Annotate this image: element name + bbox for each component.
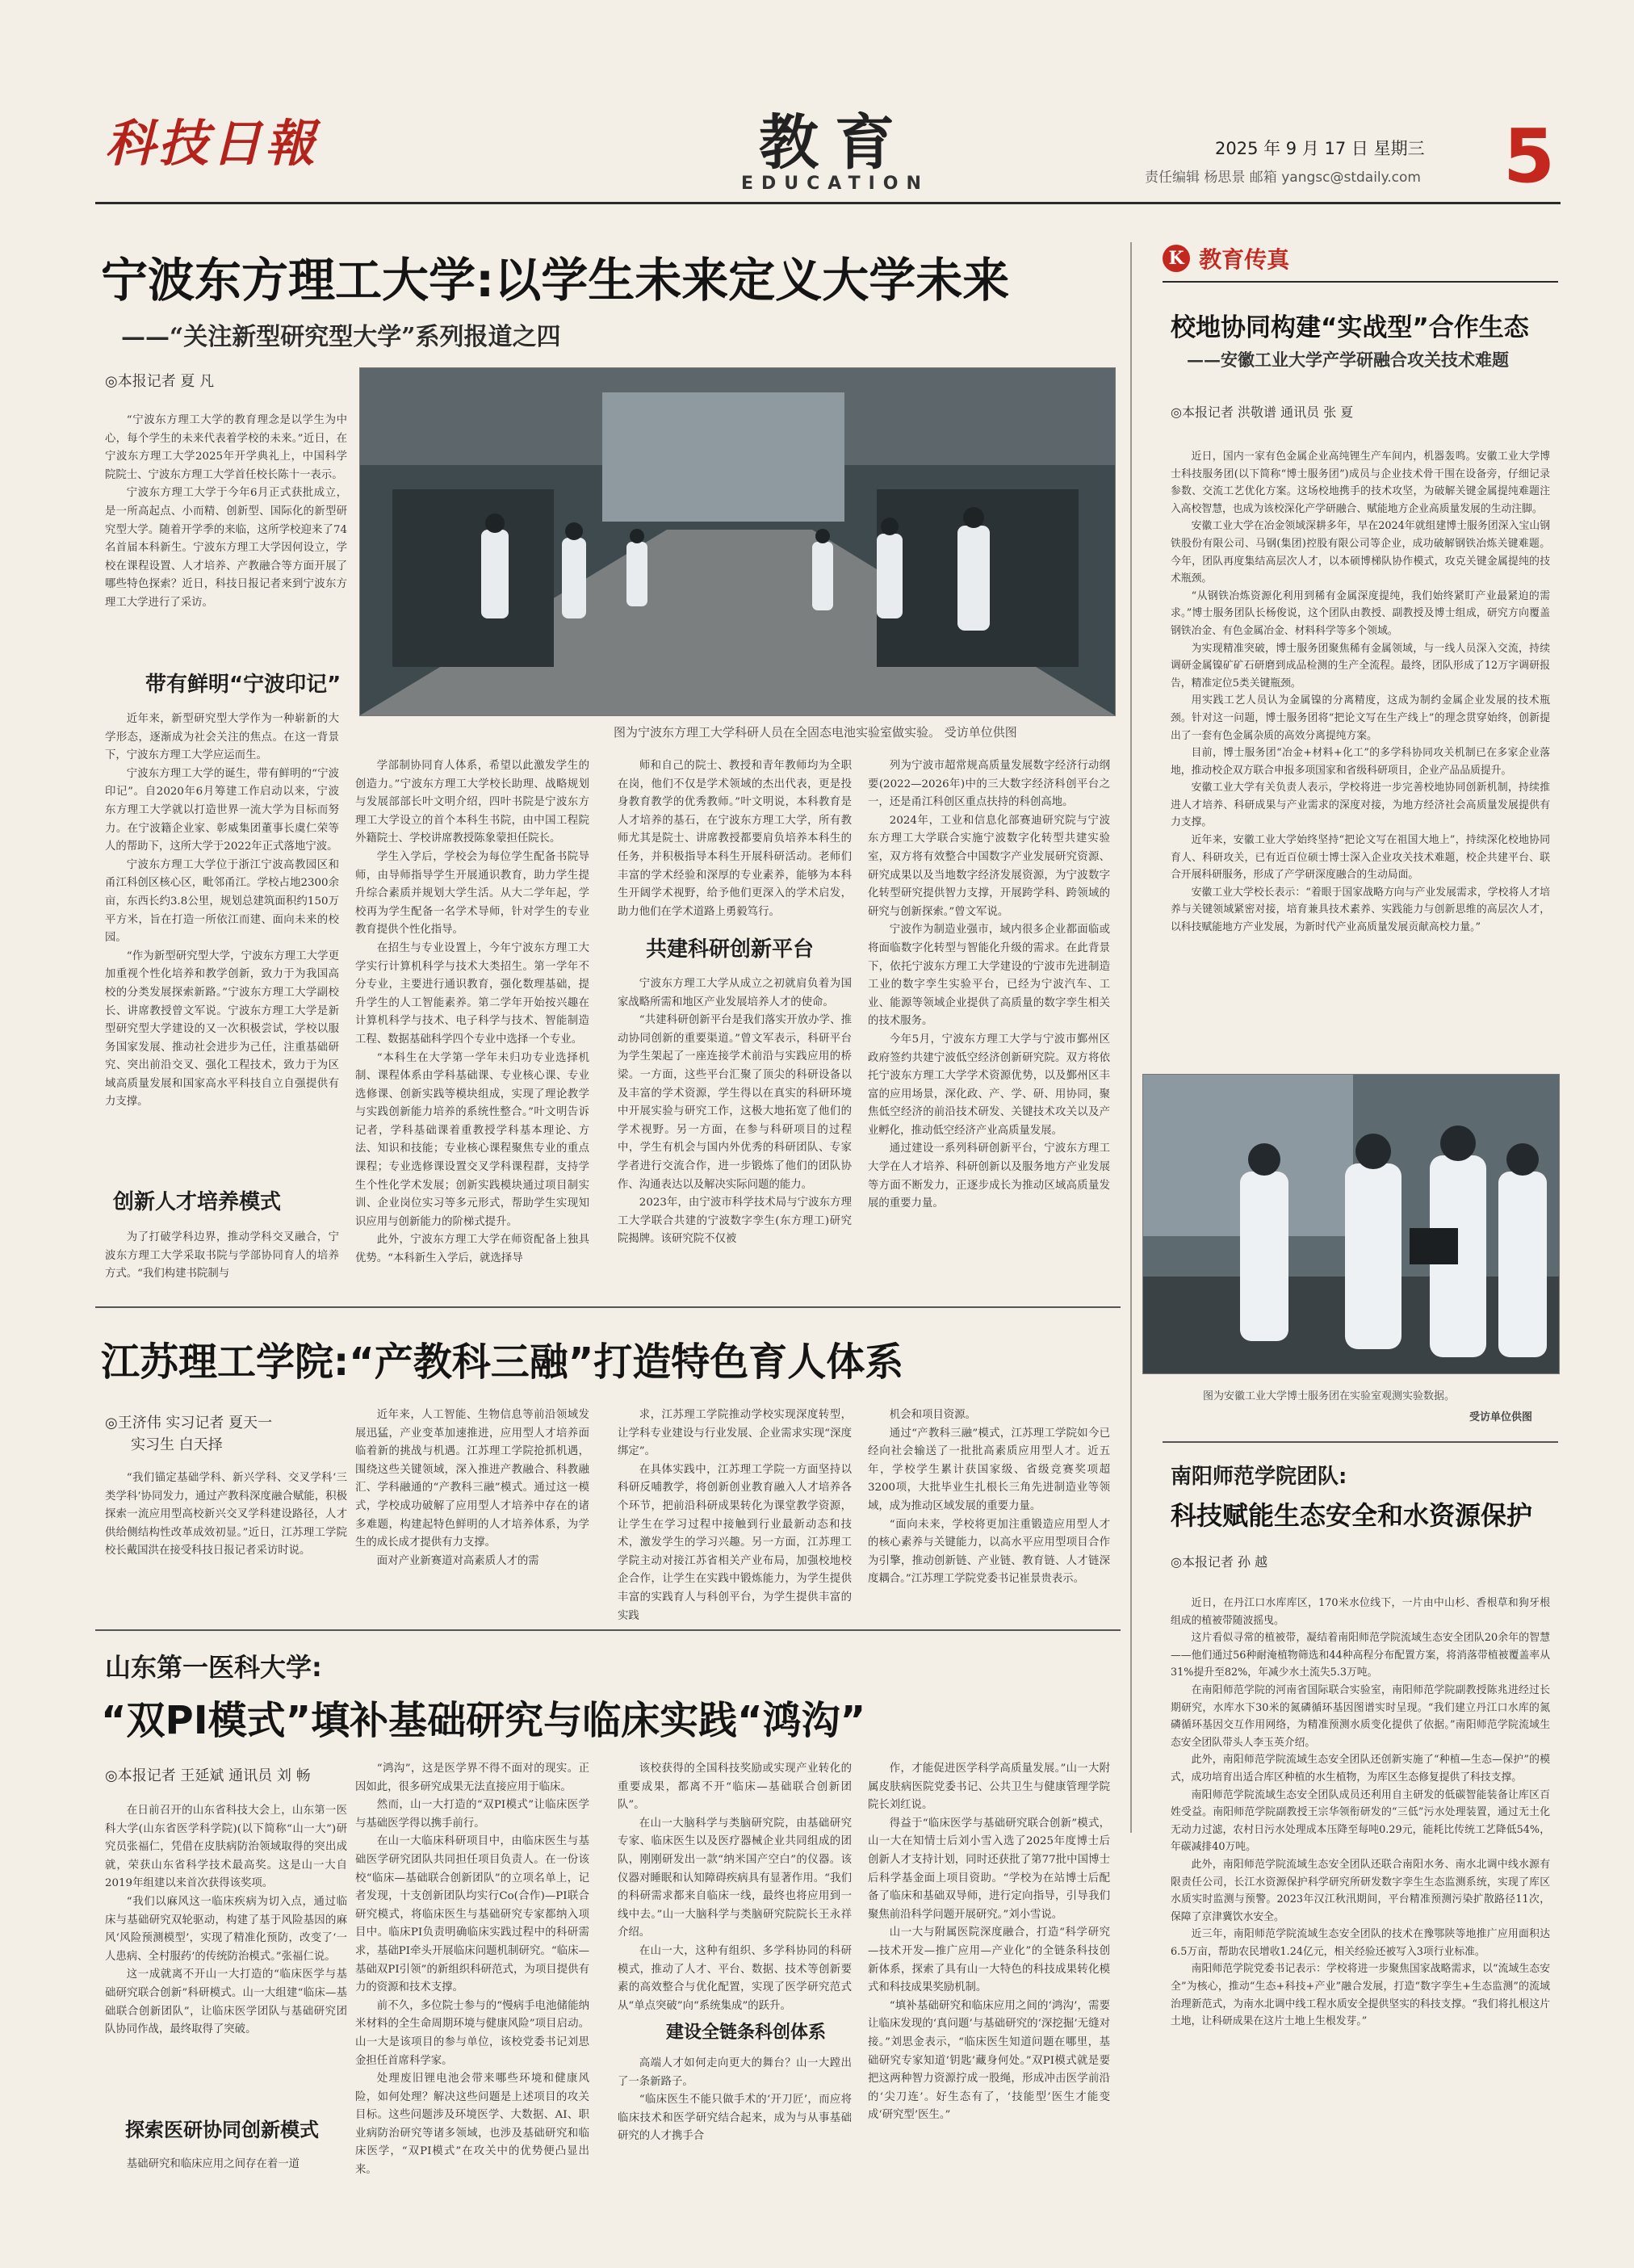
article2-title: 江苏理工学院:“产教科三融”打造特色育人体系 — [101, 1339, 904, 1385]
paragraph: “填补基础研究和临床应用之间的‘鸿沟’，需要让临床发现的‘真问题’与基础研究的‘深挖掘’无缝对接。”刘思金表示，“临床医生知道问题在哪里，基础研究专家知道‘钥匙’藏身何处。”双PI模式就是要把这两种智力资源拧成一股绳，形成冲击医学前沿的‘尖刀连’。好生态有了，‘技能型’医生才能变成‘研究型’医生。” — [868, 1999, 1110, 2122]
article1-col2 — [355, 757, 589, 1290]
paragraph: 安徽工业大学有关负责人表示，学校将进一步完善校地协同创新机制，持续推进人才培养、科研成果与产业需求的深度对接，为地方经济社会高质量发展提供有力支撑。 — [1171, 782, 1550, 829]
paragraph: 宁波东方理工大学的诞生，带有鲜明的“宁波印记”。自2020年6月筹建工作启动以来，宁波东方理工大学就以打造世界一流大学为目标而努力。在宁波籍企业家、彰威集团董事长虞仁荣等人的帮助下，这所大学于2022年正式落地宁波。 — [105, 767, 339, 853]
paragraph: 该校获得的全国科技奖励或实现产业转化的重要成果，都离不开“临床—基础联合创新团队”。 — [618, 1763, 852, 1812]
lab-researchers-image — [1143, 1075, 1559, 1373]
section-title: 教育 — [759, 108, 911, 178]
lab-scene-image — [360, 368, 1115, 715]
article-separator — [95, 1306, 1121, 1308]
paragraph: 在山一大脑科学与类脑研究院，由基础研究专家、临床医生以及医疗器械企业共同组成的团队，刚刚研发出一款“纳米国产空白”的仪器。该仪器对睡眠和认知障碍疾病具有显著作用。“我们的科研需求都来自临床一线，最终也将应用到一线中去。”山一大脑科学与类脑研究院院长王永祥介绍。 — [618, 1817, 852, 1939]
article2-col1 — [105, 1469, 347, 1615]
paragraph: “作为新型研究型大学，宁波东方理工大学更加重视个性化培养和教学创新，致力于为我国高校的分类发展探索新路。”宁波东方理工大学副校长、讲席教授曾文军说。宁波东方理工大学是新型研究型大学建设的又一次积极尝试，学校以服务国家发展、推动社会进步为己任，注重基础研究、突出前沿交叉、强化工程技术，致力于为区域高质量发展和国家高水平科技自立自强提供有力支撑。 — [105, 950, 339, 1109]
paragraph: 在日前召开的山东省科技大会上，山东第一医科大学(山东省医学科学院)(以下简称“山一大”)研究员张福仁，凭借在皮肤病防治领域取得的突出成就，荣获山东省科学技术最高奖。这是山一大自2019年组建以来首次获得该奖项。 — [105, 1805, 347, 1890]
paragraph: 机会和项目资源。 — [889, 1409, 976, 1421]
article1-section-heading: 共建科研创新平台 — [646, 937, 815, 962]
paragraph: 宁波东方理工大学位于浙江宁波高教园区和甬江科创区核心区，毗邻甬江。学校占地2300余亩，东西长约3.8公里，规划总建筑面积约150万平方米，旨在打造一所依江而建、面向未来的校园。 — [105, 858, 339, 945]
article-separator — [95, 1629, 1121, 1631]
article1-col4 — [868, 757, 1110, 1290]
paragraph: 用实践工艺人员认为金属镍的分离精度，这成为制约金属企业发展的技术瓶颈。针对这一问题，博士服务团将“把论文写在生产线上”的理念贯穿始终，创新提出了一套有色金属杂质的高效分离提纯方案。 — [1171, 694, 1550, 742]
column-name: 教育传真 — [1199, 246, 1290, 273]
paragraph: 前不久，多位院士参与的“慢病手电池储能纳米材料的全生命周期环境与健康风险”项目启动。山一大是该项目的参与单位，该校党委书记刘思金担任首席科学家。 — [355, 1999, 589, 2067]
article1-col1 — [105, 711, 339, 1163]
sidebar-article1-subtitle: ——安徽工业大学产学研融合攻关技术难题 — [1187, 350, 1509, 370]
article1-section-heading: 带有鲜明“宁波印记” — [145, 673, 341, 697]
paragraph: 安徽工业大学在冶金领域深耕多年，早在2024年就组建博士服务团深入宝山钢铁股份有限公司、马钢(集团)控股有限公司等企业，成功破解钢铁冶炼关键难题。今年，团队再度集结高层次人才，以本硕博梯队协作模式，攻克关键金属提纯的技术瓶颈。 — [1171, 520, 1550, 585]
column-tag-icon: K — [1163, 245, 1190, 272]
section-title-en: EDUCATION — [741, 174, 929, 194]
paragraph: 得益于“临床医学与基础研究联合创新”模式，山一大在知情士后刘小雪入选了2025年度博士后创新人才支持计划，同时还获批了第77批中国博士后科学基金面上项目资助。“学校为在站博士后配备了临床和基础双导师，进行定向指导，引导我们聚焦前沿科学问题开展研究。”刘小雪说。 — [868, 1817, 1110, 1921]
paragraph: 安徽工业大学校长表示：“着眼于国家战略方向与产业发展需求，学校将人才培养与关键领域紧密对接，培育兼具技术素养、实践能力与创新思维的高层次人才，以科技赋能地方产业发展，为新时代产业高质量发展贡献高校力量。” — [1171, 886, 1550, 934]
paragraph: 作，才能促进医学科学高质量发展。”山一大附属皮肤病医院党委书记、公共卫生与健康管理学院院长刘红说。 — [868, 1763, 1110, 1812]
article2-col4 — [868, 1406, 1110, 1618]
paragraph: 学部制协同育人体系，希望以此激发学生的创造力。”宁波东方理工大学校长助理、战略规划与发展部部长叶文明介绍，四叶书院是宁波东方理工大学设立的首个本科生书院，由中国工程院外籍院士、学校讲席教授陈象蒙担任院长。 — [355, 760, 589, 845]
article3-section-heading: 建设全链条科创体系 — [666, 2023, 827, 2043]
paragraph: “共建科研创新平台是我们落实开放办学、推动协同创新的重要渠道。”曾文军表示，科研平台为学生架起了一座连接学术前沿与实践应用的桥梁。一方面，这些平台汇聚了顶尖的科研设备以及丰富的学术资源，学生得以在真实的科研环境中开展实验与研究工作，这极大地拓宽了他们的学术视野。另一方面，在参与科研项目的过程中，学生有机会与国内外优秀的科研团队、专家学者进行交流合作，进一步锻炼了他们的团队协作、沟通表达以及解决实际问题的能力。 — [618, 1014, 852, 1191]
sidebar-photo-caption: 图为安徽工业大学博士服务团在实验室观测实验数据。 — [1203, 1390, 1456, 1402]
paragraph: 在招生与专业设置上，今年宁波东方理工大学实行计算机科学与技术大类招生。第一学年不分专业，主要进行通识教育，强化数理基础，提升学生的人工智能素养。第二学年开始按兴趣在计算机科学与技术、电子科学与技术、智能制造工程、数据基础科学四个专业中选择一个专业。 — [355, 941, 589, 1046]
paragraph: 这片看似寻常的植被带，凝结着南阳师范学院流域生态安全团队20余年的智慧——他们通过56种耐淹植物筛选和44种高程分布配置方案，将消落带植被覆盖率从31%提升至82%，年减少水土流失5.3万吨。 — [1171, 1632, 1550, 1679]
column-divider — [1130, 242, 1132, 1833]
paragraph: “鸿沟”，这是医学界不得不面对的现实。正因如此，很多研究成果无法直接应用于临床。 — [355, 1763, 589, 1793]
article3-title: “双PI模式”填补基础研究与临床实践“鸿沟” — [101, 1698, 866, 1743]
page-number: 5 — [1503, 113, 1556, 199]
paragraph: 这一成就离不开山一大打造的“临床医学与基础研究联合创新”科研模式。山一大组建“临床—基础联合创新团队”，让临床医学团队与基础研究团队协同作战，最终取得了突破。 — [105, 1968, 347, 2036]
paragraph: “临床医生不能只做手术的‘开刀匠’，而应将临床技术和医学研究结合起来，成为与从事基础研究的人才携手合 — [618, 2094, 852, 2143]
article3-section-heading: 探索医研协同创新模式 — [125, 2119, 319, 2141]
paragraph: 近三年，南阳师范学院流域生态安全团队的技术在豫鄂陕等地推广应用面积达6.5万亩，帮助农民增收1.24亿元，相关经验还被写入3项行业标准。 — [1171, 1928, 1550, 1958]
paragraph: 处理废旧锂电池会带来哪些环境和健康风险，如何处理？解决这些问题是上述项目的攻关目标。这些问题涉及环境医学、大数据、AI、职业病防治研究等诸多领域，也涉及基础研究和临床医学，“双PI模式”在攻关中的优势便凸显出来。 — [355, 2073, 589, 2177]
paragraph: 为了打破学科边界，推动学科交叉融合，宁波东方理工大学采取书院与学部协同育人的培养方式。“我们构建书院制与 — [105, 1231, 339, 1281]
article3-byline: ◎本报记者 王延斌 通讯员 刘 畅 — [105, 1767, 311, 1784]
sidebar-article2-byline: ◎本报记者 孙 越 — [1171, 1554, 1268, 1570]
paragraph: 南阳师范学院党委书记表示：学校将进一步聚焦国家战略需求，以“流域生态安全”为核心，推动“生态+科技+产业”融合发展，打造“数字孪生+生态监测”的流域治理新范式，为南水北调中线工程水质安全提供坚实的科技支撑。“我们将扎根这片土地，让科研成果在这片土地上生根发芽。” — [1171, 1963, 1550, 2028]
paragraph: 宁波作为制造业强市，域内很多企业都面临或将面临数字化转型与智能化升级的需求。在此背景下，依托宁波东方理工大学建设的宁波市先进制造工业的数字孪生实验平台，已经为宁波汽车、工业、能源等领域企业提供了高质量的数字孪生相关的技术服务。 — [868, 924, 1110, 1028]
article3-col1b — [105, 2156, 347, 2196]
paragraph: 此外，南阳师范学院流域生态安全团队还联合南阳水务、南水北调中线水源有限责任公司，长江水资源保护科学研究所研发数字孪生生态监测系统，实现了库区水质实时监测与预警。2023年汉江秋汛期间，平台精准预测污染扩散路径11次，保障了京津冀饮水安全。 — [1171, 1858, 1550, 1923]
paragraph: 为实现精准突破，博士服务团聚焦稀有金属领域，与一线人员深入交流，持续调研金属镍矿矿石研磨到成品检测的生产全流程。最终，团队形成了12万字调研报告，精准定位5类关键瓶颈。 — [1171, 642, 1550, 690]
paragraph: “本科生在大学第一学年未归功专业选择机制、课程体系由学科基础课、专业核心课、专业选修课、创新实践等模块组成，实现了理论教学与实践创新能力培养的系统性整合。”叶文明告诉记者，学科基础课着重教授学科基本理论、方法、知识和技能；专业核心课程聚焦专业的重点课程；专业选修课设置交叉学科课程群，支持学生个性化学术发展；创新实践模块通过项目制实训、企业岗位实习等多元形式，帮助学生实现知识应用与创新能力的阶梯式提升。 — [355, 1051, 589, 1228]
paragraph: 近年来，新型研究型大学作为一种崭新的大学形态，逐渐成为社会关注的焦点。在这一背景下，宁波东方理工大学应运而生。 — [105, 713, 339, 762]
article1-photo — [359, 367, 1116, 716]
paragraph: 列为宁波市超常规高质量发展数字经济行动纲要(2022—2026年)中的三大数字经济科创平台之一，还是甬江科创区重点扶持的科创高地。 — [868, 760, 1110, 809]
paragraph: 师和自己的院士、教授和青年教师均为全职在岗，他们不仅是学术领域的杰出代表，更是投身教育教学的优秀教师。”叶文明说，本科教育是人才培养的基石，在宁波东方理工大学，所有教师尤其是院士、讲席教授都要肩负培养本科生的任务，并积极指导本科生开展科研活动。老师们丰富的学术经验和深厚的专业素养，能够为本科生开阔学术视野，给予他们更深入的学术启发，助力他们在学术道路上勇毅笃行。 — [618, 760, 852, 918]
paragraph: 2024年，工业和信息化部赛迪研究院与宁波东方理工大学联合实施宁波数字化转型共建实验室，双方将有效整合中国数字产业发展研究资源、研究成果以及当地数字经济发展资源，为宁波数字化转型研究提供智力支撑，开展跨学科、跨领域的研究与创新探索。”曾文军说。 — [868, 814, 1110, 918]
article3-col3 — [618, 1760, 852, 2012]
article1-col3 — [618, 757, 852, 919]
article1-photo-caption: 图为宁波东方理工大学科研人员在全固态电池实验室做实验。 受访单位供图 — [614, 725, 1017, 740]
paragraph: 高端人才如何走向更大的舞台？山一大蹚出了一条新路子。 — [618, 2057, 852, 2088]
article2-byline: 实习生 白天择 — [131, 1436, 223, 1453]
newspaper-logo: 科技日報 — [105, 114, 319, 173]
paragraph: 通过“产教科三融”模式，江苏理工学院如今已经向社会输送了一批批高素质应用型人才。近五年，学校学生累计获国家级、省级竞赛奖项超3200项，大批毕业生扎根长三角先进制造业等领域，成为推动区域发展的重要力量。 — [868, 1427, 1110, 1512]
article3-col2 — [355, 1760, 589, 2196]
masthead-rule — [95, 202, 1561, 204]
paragraph: 南阳师范学院流域生态安全团队成员还利用自主研发的低碳智能装备让库区百姓受益。南阳师范学院副教授王宗华领衔研发的“三低”污水处理装置，通过无土化无动力过滤，农村日污水处理成本压降至每吨0.29元，能耗比传统工艺降低54%，年碳减排40万吨。 — [1171, 1788, 1550, 1854]
paragraph: 此外，南阳师范学院流域生态安全团队还创新实施了“种植—生态—保护”的模式，成功培育出适合库区种植的水生植物，为库区生态修复提供了科技支撑。 — [1171, 1754, 1550, 1784]
sidebar-article2-title: 科技赋能生态安全和水资源保护 — [1171, 1500, 1533, 1531]
article1-title: 宁波东方理工大学:以学生未来定义大学未来 — [101, 253, 1010, 308]
article3-col1 — [105, 1802, 347, 2109]
lead-paragraph: 宁波东方理工大学于今年6月正式获批成立，是一所高起点、小而精、创新型、国际化的新型研究型大学。随着开学季的来临，这所学校迎来了74名首届本科新生。宁波东方理工大学因何设立，学校在课程设置、人才培养、产教融合等方面开展了哪些特色探索？近日，科技日报记者来到宁波东方理工大学进行了采访。 — [105, 487, 347, 609]
paragraph: “我们以麻风这一临床疾病为切入点，通过临床与基础研究双轮驱动，构建了基于风险基因的麻风‘风险预测模型’，实现了精准化预防，改变了‘一人患病、全村服药’的传统防治模式。”张福仁说。 — [105, 1895, 347, 1963]
sidebar-article1-title: 校地协同构建“实战型”合作生态 — [1171, 313, 1529, 342]
article1-col1b — [105, 1229, 339, 1293]
paragraph: “我们锚定基础学科、新兴学科、交叉学科‘三类学科’协同发力，通过产教科深度融合赋能，积极探索一流应用型高校新兴交叉学科建设路径，人才供给侧结构性改革成效初显。”近日，江苏理工学院校长戴国洪在接受科技日报记者采访时说。 — [105, 1472, 347, 1557]
paragraph: 在南阳师范学院的河南省国际联合实验室，南阳师范学院副教授陈兆进经过长期研究，水库水下30米的氮磷循环基因图谱实时呈现。“我们建立丹江口水库的氮磷循环基因交互作用网络，为精准预测水质变化提供了依据。”南阳师范学院流域生态安全团队带头人李玉英介绍。 — [1171, 1683, 1550, 1749]
paragraph: 近日，国内一家有色金属企业高纯锂生产车间内，机器轰鸣。安徽工业大学博士科技服务团(以下简称“博士服务团”)成员与企业技术骨干围在设备旁，仔细记录参数、交流工艺优化方案。这场校地携手的技术攻坚，为破解关键金属提纯难题注入高校智慧，也成为该校深化产学研融合、赋能地方企业高质量发展的生动注脚。 — [1171, 451, 1550, 515]
sidebar-article1-byline: ◎本报记者 洪敬谱 通讯员 张 夏 — [1171, 405, 1354, 420]
paragraph: 近年来，安徽工业大学始终坚持“把论文写在祖国大地上”，持续深化校地协同育人、科研攻关，已有近百位硕士博士深入企业攻关技术难题，校企共建平台、联合开展科研服务，形成了产学研深度融合的生动局面。 — [1171, 834, 1550, 882]
sidebar-article2-body — [1171, 1595, 1550, 2196]
sidebar-photo — [1142, 1074, 1560, 1374]
sidebar-rule — [1163, 281, 1558, 283]
article3-col4 — [868, 1760, 1110, 2196]
issue-date: 2025 年 9 月 17 日 星期三 — [1215, 139, 1425, 158]
paragraph: 2023年，由宁波市科学技术局与宁波东方理工大学联合共建的宁波数字孪生(东方理工)研究院揭牌。该研究院不仅被 — [618, 1197, 852, 1246]
article2-byline: ◎王济伟 实习记者 夏天一 — [105, 1415, 273, 1432]
paragraph: 此外，宁波东方理工大学在师资配备上独具优势。“本科新生入学后，就选择导 — [355, 1234, 589, 1265]
sidebar-article2-kicker: 南阳师范学院团队: — [1171, 1465, 1347, 1489]
paragraph: “从钢铁冶炼资源化利用到稀有金属深度提纯，我们始终紧盯产业最紧迫的需求。”博士服务团队长杨俊说，这个团队由教授、副教授及博士组成，研究方向覆盖钢铁冶金、有色金属冶金、材料科学等多个领域。 — [1171, 589, 1550, 637]
paragraph: “面向未来，学校将更加注重锻造应用型人才的核心素养与关键能力，以高水平应用型项目合作为引擎，推动创新链、产业链、教育链、人才链深度耦合。”江苏理工学院党委书记崔景贵表示。 — [868, 1518, 1110, 1586]
paragraph: 宁波东方理工大学从成立之初就肩负着为国家战略所需和地区产业发展培养人才的使命。 — [618, 978, 852, 1008]
paragraph: 近年来，人工智能、生物信息等前沿领域发展迅猛，产业变革加速推进，应用型人才培养面临着新的挑战与机遇。江苏理工学院抢抓机遇，围绕这些关键领域，深入推进产教融合、科教融汇、学科融通的“产教科三融”模式。通过这一模式，学校成功破解了应用型人才培养中存在的诸多难题，构建起特色鲜明的人才培养体系，为学生的成长成才提供有力支撑。 — [355, 1409, 589, 1549]
paragraph: 在山一大临床科研项目中，由临床医生与基础医学研究团队共同担任项目负责人。在一份该校“临床—基础联合创新团队”的立项名单上，记者发现，十支创新团队均实行Co(合作)—PI联合研究模式，将临床医生与基础研究专家都纳入项目中。临床PI负责明确临床实践过程中的科研需求，基础PI牵头开展临床问题机制研究。“临床—基础双PI引领”的新组织科研范式，为项目提供有力的资源和技术支撑。 — [355, 1835, 589, 1994]
sidebar-photo-credit: 受访单位供图 — [1469, 1411, 1533, 1423]
paragraph: 求，江苏理工学院推动学校实现深度转型，让学科专业建设与行业发展、企业需求实现“深度绑定”。 — [618, 1409, 852, 1458]
sidebar-column-header — [1163, 242, 1289, 275]
article2-col3 — [618, 1406, 852, 1622]
sidebar-article1-body — [1171, 448, 1550, 1062]
editor-info: 责任编辑 杨思景 邮箱 yangsc@stdaily.com — [1145, 170, 1421, 186]
article3-kicker: 山东第一医科大学: — [105, 1652, 322, 1683]
article1-section-heading: 创新人才培养模式 — [113, 1190, 282, 1214]
article2-col2 — [355, 1406, 589, 1618]
article3-col3b — [618, 2055, 852, 2196]
paragraph: 在具体实践中，江苏理工学院一方面坚持以科研反哺教学，将创新创业教育融入人才培养各个环节，把前沿科研成果转化为课堂教学资源，让学生在学习过程中接触到行业最新动态和技术，激发学生的学习兴趣。另一方面，江苏理工学院主动对接江苏省相关产业布局，加强校地校企合作，让学生在实践中锻炼能力，为学生提供丰富的实践育人与科创平台，为学生提供丰富的实践 — [618, 1463, 852, 1622]
article1-col3b — [618, 975, 852, 1290]
paragraph: 山一大与附属医院深度融合，打造“科学研究—技术开发—推广应用—产业化”的全链条科技创新体系，探索了具有山一大特色的科技成果转化模式和科技成果奖励机制。 — [868, 1926, 1110, 1994]
lead-paragraph: “宁波东方理工大学的教育理念是以学生为中心，每个学生的未来代表着学校的未来。”近日，在宁波东方理工大学2025年开学典礼上，中国科学院院士、宁波东方理工大学首任校长陈十一表示。 — [105, 414, 347, 481]
article1-lead — [105, 412, 347, 646]
paragraph: 然而，山一大打造的“双PI模式”让临床医学与基础医学得以携手前行。 — [355, 1799, 589, 1830]
paragraph: 基础研究和临床应用之间存在着一道 — [126, 2158, 300, 2170]
article1-byline: ◎本报记者 夏 凡 — [105, 373, 215, 390]
paragraph: 今年5月，宁波东方理工大学与宁波市鄞州区政府签约共建宁波低空经济创新研究院。双方将依托宁波东方理工大学学术资源优势，以及鄞州区丰富的应用场景，深化政、产、学、研、用协同，聚焦低空经济的前沿技术研发、关键技术攻关以及产业孵化，推动低空经济产业高质量发展。 — [868, 1033, 1110, 1137]
sidebar-separator — [1163, 1441, 1558, 1443]
paragraph: 通过建设一系列科研创新平台，宁波东方理工大学在人才培养、科研创新以及服务地方产业发展等方面不断发力，正逐步成长为推动区域高质量发展的重要力量。 — [868, 1142, 1110, 1210]
paragraph: 在山一大，这种有组织、多学科协同的科研模式，推动了人才、平台、数据、技术等创新要素的高效整合与优化配置，实现了医学研究范式从“单点突破”向“系统集成”的跃升。 — [618, 1944, 852, 2012]
paragraph: 近日，在丹江口水库库区，170米水位线下，一片由中山杉、香根草和狗牙根组成的植被带随波摇曳。 — [1171, 1597, 1550, 1627]
article1-subtitle: ——“关注新型研究型大学”系列报道之四 — [121, 323, 561, 351]
paragraph: 学生入学后，学校会为每位学生配备书院导师，由导师指导学生开展通识教育，助力学生提升综合素质并规划大学生活。从大二学年起，学校再为学生配备一名学术导师，针对学生的专业教育提供个性化指导。 — [355, 850, 589, 937]
paragraph: 目前，博士服务团“冶金+材料+化工”的多学科协同攻关机制已在多家企业落地，推动校企双方联合申报多项国家和省级科研项目，企业产品品质提升。 — [1171, 747, 1550, 777]
paragraph: 面对产业新赛道对高素质人才的需 — [376, 1554, 539, 1567]
